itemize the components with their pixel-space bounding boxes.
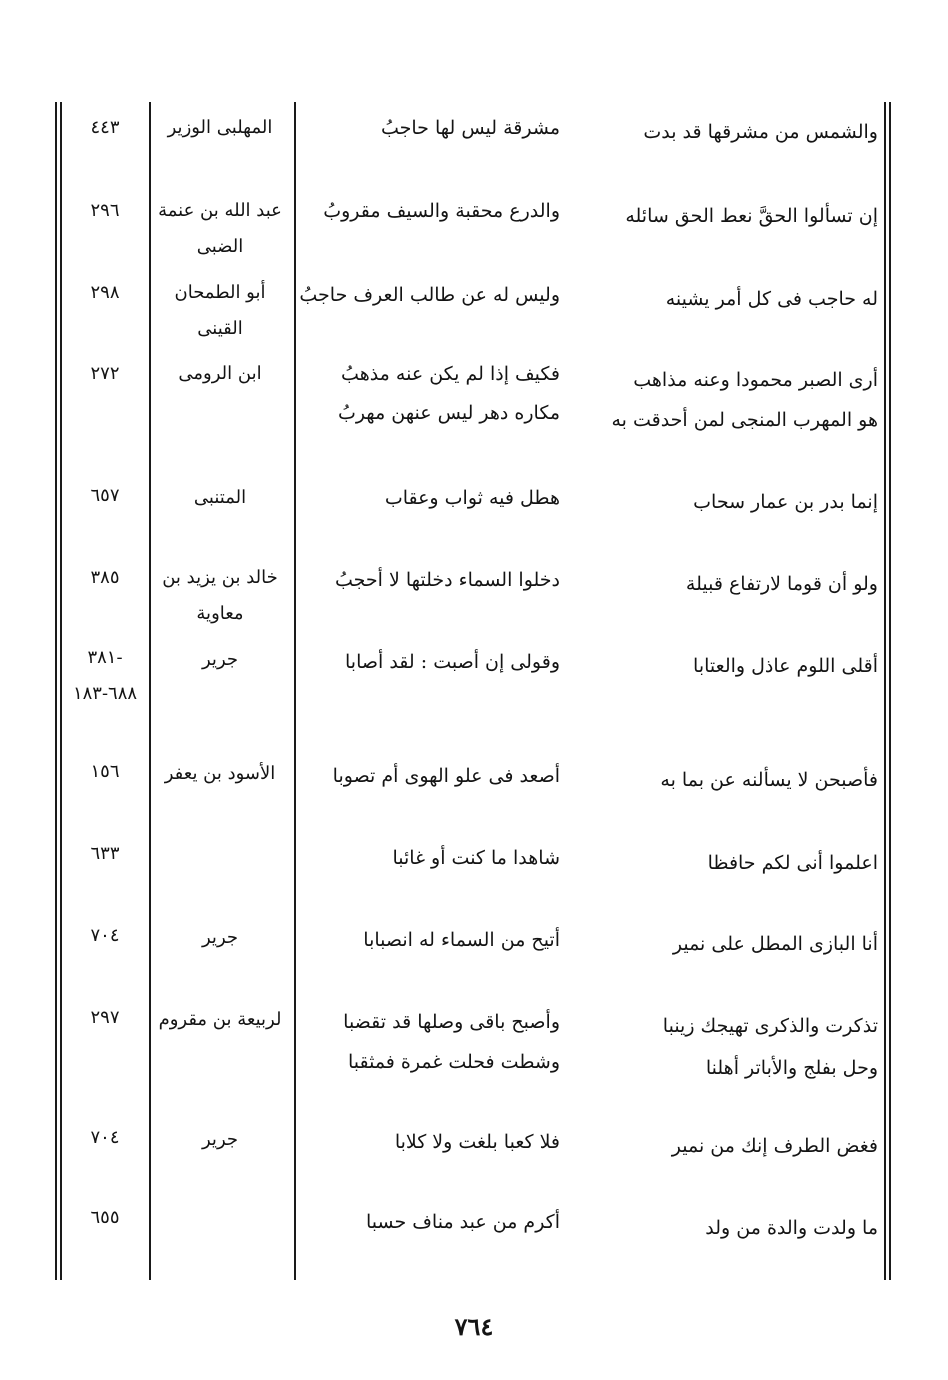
poet-name: الأسود بن يعفر xyxy=(164,763,276,784)
poet-name: المهلبى الوزير xyxy=(167,117,273,138)
first-hemistich: هو المهرب المنجى لمن أحدقت به xyxy=(611,409,878,431)
page-reference: ٧٠٤ xyxy=(90,925,120,946)
page-reference: ٣٨٥ xyxy=(90,567,120,588)
second-hemistich: وشطت فحلت غمرة فمثقبا xyxy=(347,1051,560,1073)
poet-name: جرير xyxy=(202,649,238,670)
second-hemistich: أكرم من عبد مناف حسبا xyxy=(365,1211,560,1233)
second-hemistich: والدرع محقبة والسيف مقروبُ xyxy=(323,200,560,222)
second-hemistich: دخلوا السماء دخلتها لا أحجبُ xyxy=(334,569,560,591)
page-reference: ٦٣٣ xyxy=(90,843,120,864)
page-reference: ٦٥٧ xyxy=(90,485,120,506)
poet-name: أبو الطمحان القينى xyxy=(174,282,266,339)
second-hemistich: أتيح من السماء له انصبابا xyxy=(363,929,560,951)
column-rule-poet xyxy=(294,102,296,1280)
page-reference: ٢٧٢ xyxy=(90,363,120,384)
first-hemistich: فأصبحن لا يسألنه عن بما به xyxy=(660,769,878,791)
second-hemistich: وليس له عن طالب العرف حاجبُ xyxy=(299,284,560,306)
right-double-rule-outer xyxy=(889,102,891,1280)
first-hemistich: أنا البازى المطل على نمير xyxy=(672,933,878,955)
first-hemistich: تذكرت والذكرى تهيجك زينبا xyxy=(662,1015,878,1037)
first-hemistich: ما ولدت والدة من ولد xyxy=(705,1217,878,1239)
right-double-rule-inner xyxy=(884,102,886,1280)
second-hemistich: فكيف إذا لم يكن عنه مذهبُ xyxy=(341,363,560,385)
second-hemistich: فلا كعبا بلغت ولا كلابا xyxy=(394,1131,560,1153)
page-reference: ٦٥٥ xyxy=(90,1207,120,1228)
page-reference: ٢٩٧ xyxy=(90,1007,120,1028)
first-hemistich: إنما بدر بن عمار سحاب xyxy=(693,491,878,513)
page-number: ٧٦٤ xyxy=(454,1312,494,1341)
first-hemistich: ولو أن قوما لارتفاع قبيلة xyxy=(685,573,878,595)
second-hemistich: شاهدا ما كنت أو غائبا xyxy=(392,847,560,869)
second-hemistich: مشرقة ليس لها حاجبُ xyxy=(380,117,560,139)
first-hemistich: والشمس من مشرقها قد بدت xyxy=(643,121,878,143)
first-hemistich: إن تسألوا الحقَّ نعط الحق سائله xyxy=(625,205,878,227)
poet-name: عبد الله بن عنمة الضبى xyxy=(158,200,282,257)
poet-name: جرير xyxy=(202,927,238,948)
second-hemistich: مكاره دهر ليس عنهن مهربُ xyxy=(337,402,560,424)
poet-name: المتنبى xyxy=(193,487,247,508)
page-reference: ١٥٦ xyxy=(90,761,120,782)
page-reference: -٣٨١ ٦٨٨-١٨٣ xyxy=(72,647,138,704)
first-hemistich: وحل بفلج والأباتر أهلنا xyxy=(705,1057,878,1079)
poet-name: جرير xyxy=(202,1129,238,1150)
first-hemistich: له حاجب فى كل أمر يشينه xyxy=(665,288,878,310)
second-hemistich: وأصبح باقى وصلها قد تقضبا xyxy=(343,1011,560,1033)
first-hemistich: فغض الطرف إنك من نمير xyxy=(671,1135,878,1157)
left-double-rule-outer xyxy=(55,102,57,1280)
page-reference: ٢٩٨ xyxy=(90,282,120,303)
first-hemistich: أرى الصبر محمودا وعنه مذاهب xyxy=(633,369,878,391)
second-hemistich: هطل فيه ثواب وعقاب xyxy=(384,487,560,509)
page-reference: ٤٤٣ xyxy=(90,117,120,138)
second-hemistich: أصعد فى علو الهوى أم تصوبا xyxy=(332,765,560,787)
poet-name: خالد بن يزيد بن معاوية xyxy=(162,567,278,624)
second-hemistich: وقولى إن أصبت : لقد أصابا xyxy=(345,651,560,673)
first-hemistich: أقلى اللوم عاذل والعتابا xyxy=(693,655,878,677)
poet-name: ابن الرومى xyxy=(178,363,262,384)
poet-name: لربيعة بن مقروم xyxy=(158,1009,282,1030)
page-reference: ٢٩٦ xyxy=(90,200,120,221)
page-reference: ٧٠٤ xyxy=(90,1127,120,1148)
first-hemistich: اعلموا أنى لكم حافظا xyxy=(707,852,878,874)
